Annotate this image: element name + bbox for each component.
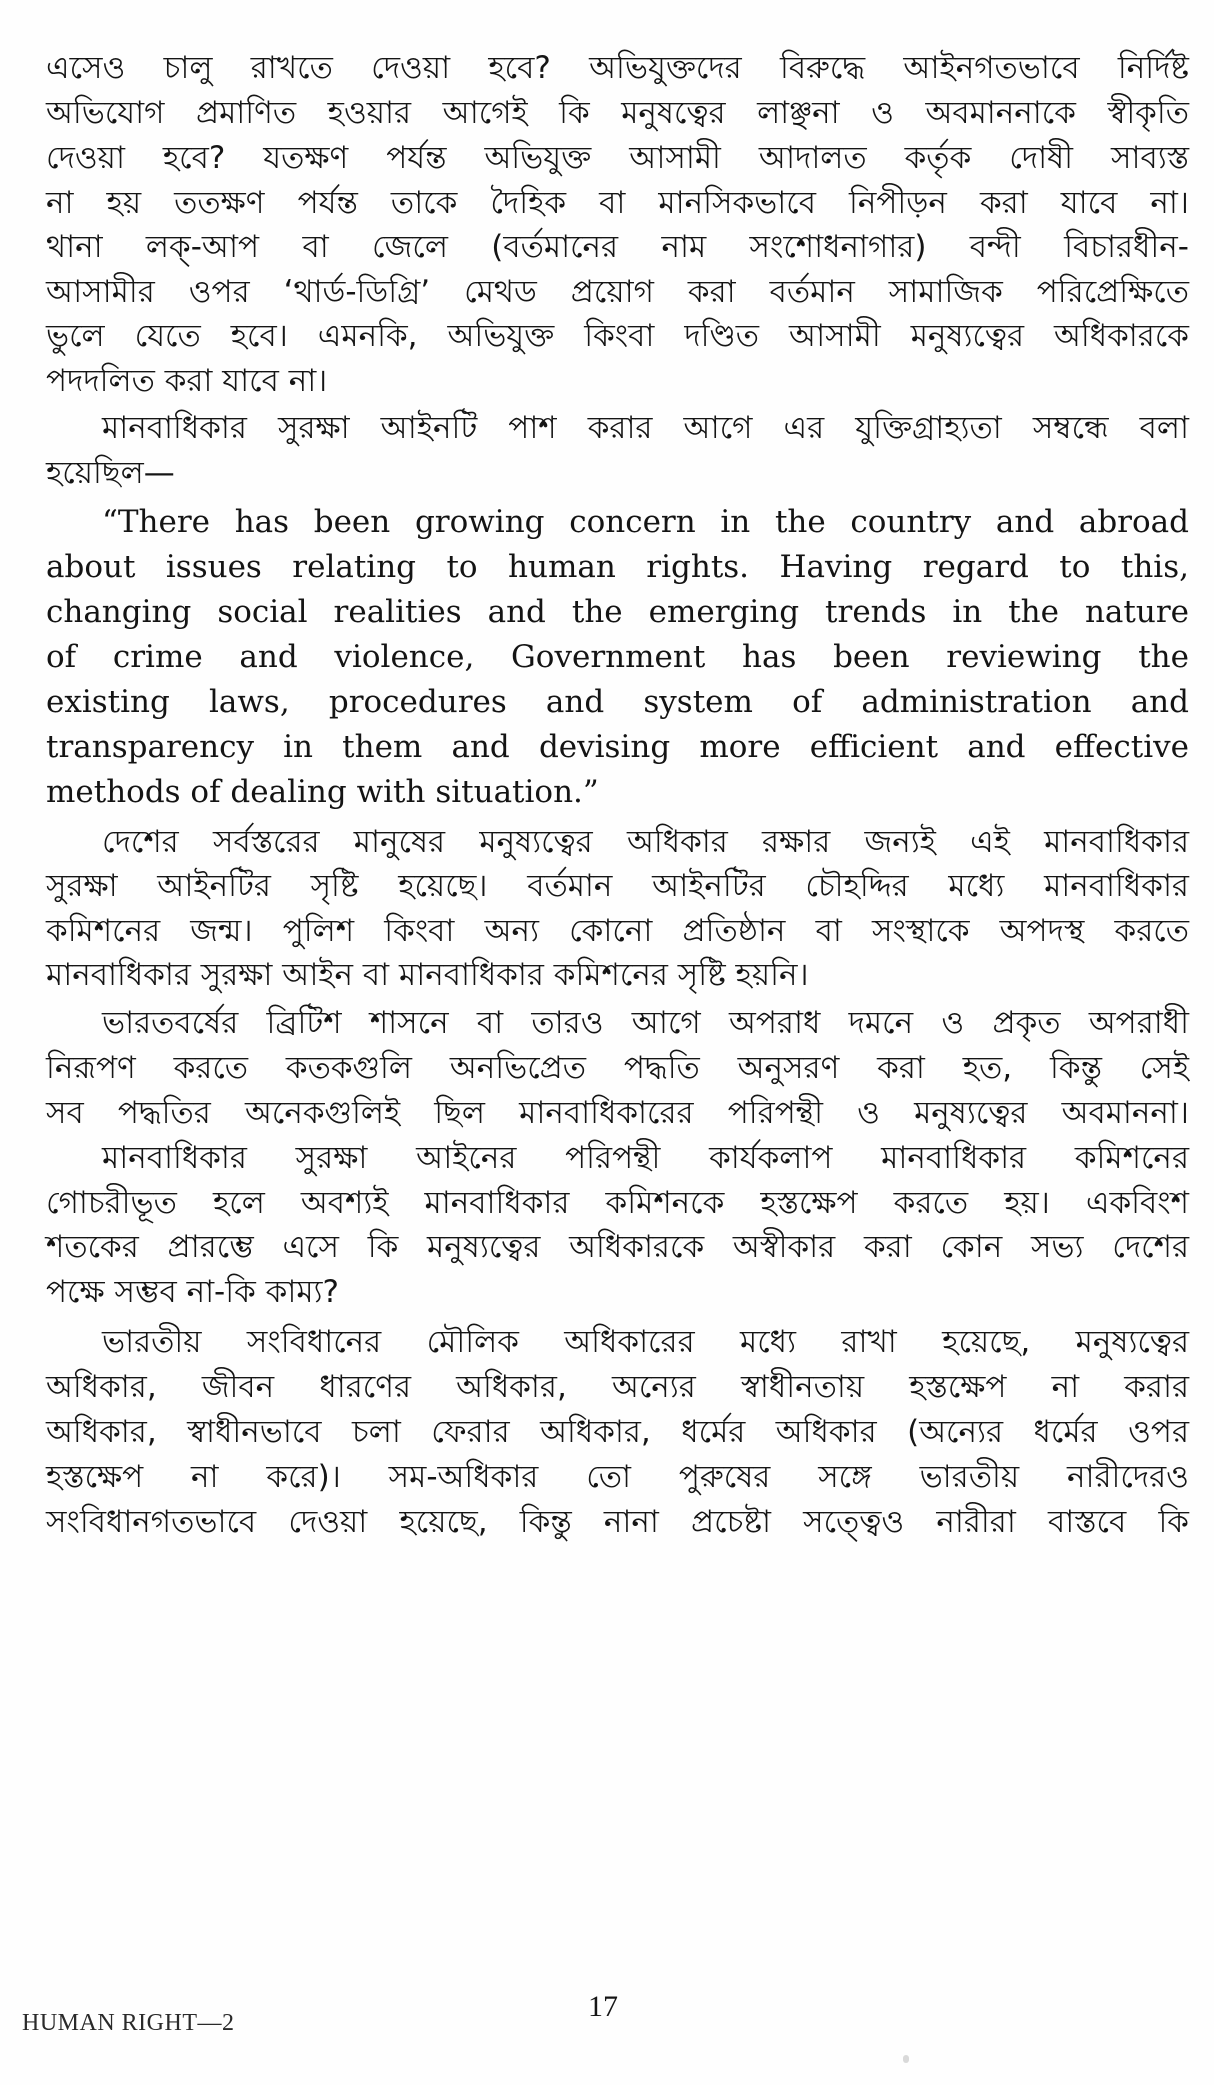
text-line: নিরূপণ করতে কতকগুলি অনভিপ্রেত পদ্ধতি অনুসরণ করা হত, কিন্তু সেই [46, 1050, 1189, 1086]
text-line: অধিকার, জীবন ধারণের অধিকার, অন্যের স্বাধীনতায় হস্তক্ষেপ না করার [46, 1369, 1189, 1405]
text-line: না হয় ততক্ষণ পর্যন্ত তাকে দৈহিক বা মানসিকভাবে নিপীড়ন করা যাবে না। [46, 185, 1189, 221]
quote-line: changing social realities and the emerging trends in the nature [46, 594, 1189, 630]
page-number: 17 [588, 1990, 618, 2023]
footer-book-title: HUMAN RIGHT—2 [22, 2010, 235, 2036]
text-line: হয়েছিল— [46, 455, 175, 491]
text-line: সংবিধানগতভাবে দেওয়া হয়েছে, কিন্তু নানা প্রচেষ্টা সত্ত্বেও নারীরা বাস্তবে কি [46, 1504, 1189, 1540]
text-line: দেওয়া হবে? যতক্ষণ পর্যন্ত অভিযুক্ত আসামী আদালত কর্তৃক দোষী সাব্যস্ত [46, 140, 1189, 176]
text-line: থানা লক্-আপ বা জেলে (বর্তমানের নাম সংশোধনাগার) বন্দী বিচারধীন- [46, 229, 1189, 265]
quote-line: “There has been growing concern in the country and abroad [102, 504, 1189, 540]
text-line: গোচরীভূত হলে অবশ্যই মানবাধিকার কমিশনকে হস্তক্ষেপ করতে হয়। একবিংশ [46, 1185, 1189, 1221]
text-line: পক্ষে সম্ভব না-কি কাম্য? [46, 1274, 339, 1310]
text-line: এসেও চালু রাখতে দেওয়া হবে? অভিযুক্তদের বিরুদ্ধে আইনগতভাবে নির্দিষ্ট [46, 50, 1189, 86]
text-line: অভিযোগ প্রমাণিত হওয়ার আগেই কি মনুষত্বের লাঞ্ছনা ও অবমাননাকে স্বীকৃতি [46, 95, 1189, 131]
text-line: ভারতীয় সংবিধানের মৌলিক অধিকারের মধ্যে রাখা হয়েছে, মনুষ্যত্বের [102, 1324, 1189, 1360]
text-line: কমিশনের জন্ম। পুলিশ কিংবা অন্য কোনো প্রতিষ্ঠান বা সংস্থাকে অপদস্থ করতে [46, 913, 1189, 949]
text-line: অধিকার, স্বাধীনভাবে চলা ফেরার অধিকার, ধর্মের অধিকার (অন্যের ধর্মের ওপর [46, 1414, 1189, 1450]
text-line: হস্তক্ষেপ না করে)। সম-অধিকার তো পুরুষের সঙ্গে ভারতীয় নারীদেরও [46, 1459, 1189, 1495]
text-line: ভারতবর্ষের ব্রিটিশ শাসনে বা তারও আগে অপরাধ দমনে ও প্রকৃত অপরাধী [102, 1005, 1189, 1041]
text-line: সুরক্ষা আইনটির সৃষ্টি হয়েছে। বর্তমান আইনটির চৌহদ্দির মধ্যে মানবাধিকার [46, 868, 1189, 904]
text-line: আসামীর ওপর ‘থার্ড-ডিগ্রি’ মেথড প্রয়োগ করা বর্তমান সামাজিক পরিপ্রেক্ষিতে [46, 274, 1189, 310]
quote-line: methods of dealing with situation.” [46, 774, 599, 810]
quote-line: transparency in them and devising more efficient and effective [46, 729, 1189, 765]
quote-line: of crime and violence, Government has been reviewing the [46, 639, 1189, 675]
text-line: ভুলে যেতে হবে। এমনকি, অভিযুক্ত কিংবা দণ্ডিত আসামী মনুষ্যত্বের অধিকারকে [46, 318, 1189, 354]
quote-line: about issues relating to human rights. Having regard to this, [46, 549, 1189, 585]
text-line: সব পদ্ধতির অনেকগুলিই ছিল মানবাধিকারের পরিপন্থী ও মনুষ্যত্বের অবমাননা। [46, 1095, 1189, 1131]
text-line: মানবাধিকার সুরক্ষা আইন বা মানবাধিকার কমিশনের সৃষ্টি হয়নি। [46, 957, 809, 993]
text-line: শতকের প্রারম্ভে এসে কি মনুষ্যত্বের অধিকারকে অস্বীকার করা কোন সভ্য দেশের [46, 1229, 1189, 1265]
text-line: মানবাধিকার সুরক্ষা আইনের পরিপন্থী কার্যকলাপ মানবাধিকার কমিশনের [102, 1140, 1189, 1176]
text-line: পদদলিত করা যাবে না। [46, 363, 328, 399]
quote-line: existing laws, procedures and system of administration and [46, 684, 1189, 720]
text-line: দেশের সর্বস্তরের মানুষের মনুষ্যত্বের অধিকার রক্ষার জন্যই এই মানবাধিকার [102, 824, 1189, 860]
scan-speck [903, 2055, 909, 2063]
text-line: মানবাধিকার সুরক্ষা আইনটি পাশ করার আগে এর যুক্তিগ্রাহ্যতা সম্বন্ধে বলা [102, 410, 1189, 446]
